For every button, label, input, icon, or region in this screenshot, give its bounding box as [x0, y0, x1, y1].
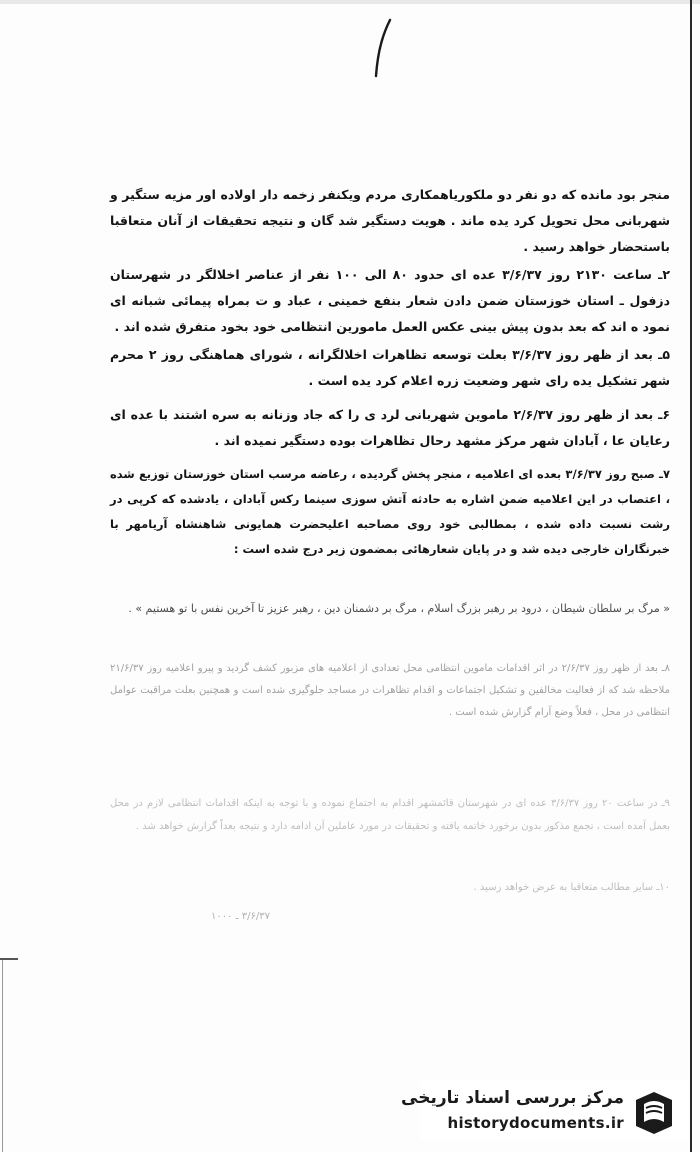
date-line-wrap [150, 904, 270, 923]
paragraph-2: ۲ـ ساعت ۲۱۳۰ روز ۳/۶/۳۷ عده ای حدود ۸۰ الی ۱۰۰ نفر از عناصر اخلالگر در شهرستان دزفول ـ استان خوزستان ضمن دادن شعار بنفع خمینی ، عباد و ت بمراه پیمائی شبانه ای نمود ه اند که بعد بدون پیش بینی عکس العمل مامورین انتظامی خود بخود متفرق شده اند . [110, 267, 671, 334]
paragraph-group-faint-2 [110, 792, 670, 838]
archive-url: historydocuments.ir [447, 1114, 624, 1132]
paragraph-group-mid-2 [110, 598, 670, 620]
paragraph-group-dark-2 [110, 262, 670, 340]
paragraph-5: ۷ـ صبح روز ۳/۶/۳۷ بعده ای اعلامیه ، منجر پخش گردیده ، رعاضه مرسب استان خوزستان توزیع شده ، اعتصاب در این اعلامیه ضمن اشاره به حادثه آتش سوزی سینما رکس آبادان ، یادشده که کرپی در رشت نسبت داده شده ، بمطالبی خود روی مصاحبه اعلیحضرت همایونی شاهنشاه آریامهر با خبرنگاران خارجی دیده شد و در پایان شعارهائی بمضمون زیر درج شده است : [110, 467, 670, 556]
paragraph-9: ۱۰ـ سایر مطالب متعاقبا به عرض خواهد رسید . [473, 882, 670, 893]
paragraph-7: ۸ـ بعد از ظهر روز ۲/۶/۳۷ در اثر اقدامات ماموین انتظامی محل تعدادی از اعلامیه های مزبور کشف گردید و پیرو اعلامیه روز ۲۱/۶/۳۷ ملاحظه شد که از فعالیت مخالفین و تشکیل اجتماعات و اقدام تظاهرات در مساجد جلوگیری شده است و همچنین بعلت مراقبت عوامل انتظامی در محل ، فعلاً وضع آرام گزارش شده است . [110, 663, 670, 718]
scan-right-edge [690, 0, 692, 1152]
date-line: ۳/۶/۳۷ ـ ۱۰۰۰ [210, 911, 270, 922]
scan-left-edge [2, 960, 3, 1152]
paragraph-group-mid [110, 462, 670, 562]
paragraph-8: ۹ـ در ساعت ۲۰ روز ۳/۶/۳۷ عده ای در شهرستان قائمشهر اقدام به اجتماع نموده و با توجه به اینکه اقدامات انتظامی لازم در محل بعمل آمده است ، تجمع مذکور بدون برخورد خاتمه یافته و تحقیقات در مورد عاملین آن ادامه دارد و نتیجه بعداً گزارش خواهد شد . [110, 798, 670, 832]
paragraph-group-dark-4 [110, 402, 670, 454]
scan-top-edge [0, 0, 700, 4]
paragraph-group-faint-3 [110, 876, 670, 899]
paragraph-group-faint [110, 658, 670, 724]
paragraph-4: ۶ـ بعد از ظهر روز ۲/۶/۳۷ ماموین شهربانی لرد ی را که جاد وزنانه به سره اشتند با عده ای رعایان عا ، آبادان شهر مرکز مشهد رحال تظاهرات بوده دستگیر نمیده اند . [110, 407, 670, 448]
paragraph-6: « مرگ بر سلطان شیطان ، درود بر رهبر بزرگ اسلام ، مرگ بر دشمنان دین ، رهبر عزیز تا آخرین نفس با تو هستیم » . [128, 602, 670, 615]
paragraph-group-dark [110, 182, 670, 260]
paragraph-group-dark-3 [110, 342, 670, 394]
watermark-footer [401, 1080, 688, 1140]
paragraph-1: منجر بود مانده که دو نفر دو ملکوریاهمکاری مردم ویکنفر زخمه دار اولاده اور مزیه ستگیر و شهربانی محل تحویل کرد یده ماند . هویت دستگیر شد گان و نتیجه تحقیقات از آنان متعاقبا باستحضار خواهد رسید . [110, 187, 670, 254]
archive-book-logo-icon [632, 1088, 676, 1136]
archive-center-title: مرکز بررسی اسناد تاریخی [401, 1088, 624, 1108]
handwritten-mark-icon [368, 18, 398, 78]
paragraph-3: ۵ـ بعد از ظهر روز ۳/۶/۳۷ بعلت توسعه تظاهرات اخلالگرانه ، شورای هماهنگی روز ۲ محرم شهر تشکیل یده رای شهر وضعیت زره اعلام کرد یده است . [110, 347, 670, 388]
